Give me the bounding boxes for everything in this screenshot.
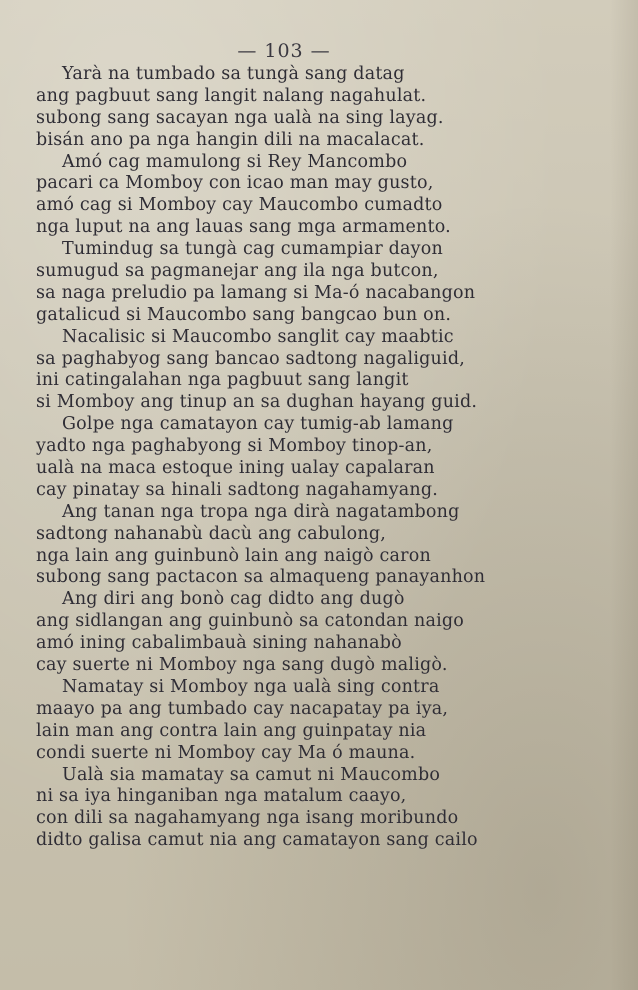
- text-line: bisán ano pa nga hangin dili na macalacat.: [36, 129, 425, 150]
- text-line: condi suerte ni Momboy cay Ma ó mauna.: [36, 742, 416, 763]
- text-line: Ualà sia mamatay sa camut ni Maucombo: [62, 764, 441, 785]
- text-line: Namatay si Momboy nga ualà sing contra: [62, 676, 440, 697]
- text-line: Nacalisic si Maucombo sanglit cay maabtic: [62, 326, 454, 347]
- text-line: maayo pa ang tumbado cay nacapatay pa iya,: [36, 698, 449, 719]
- text-line: amó ining cabalimbauà sining nahanabò: [36, 633, 402, 654]
- page-number: — 103 —: [237, 40, 331, 62]
- text-line: Yarà na tumbado sa tungà sang datag: [62, 64, 405, 84]
- text-line: sa paghabyog sang bancao sadtong nagaliguid,: [36, 348, 465, 369]
- text-line: ang sidlangan ang guinbunò sa catondan naigo: [36, 611, 465, 632]
- text-line: cay suerte ni Momboy nga sang dugò maligò.: [36, 655, 448, 676]
- text-line: subong sang sacayan nga ualà na sing layag.: [36, 107, 444, 128]
- page-edge-shadow: [610, 0, 638, 990]
- text-line: Ang diri ang bonò cag didto ang dugò: [62, 589, 405, 610]
- text-line: ualà na maca estoque ining ualay capalaran: [36, 458, 435, 479]
- poem-text: [36, 64, 556, 852]
- text-line: nga lain ang guinbunò lain ang naigò caron: [36, 545, 431, 566]
- text-line: cay pinatay sa hinali sadtong nagahamyang.: [36, 479, 439, 500]
- text-line: pacari ca Momboy con icao man may gusto,: [36, 173, 434, 194]
- text-line: ang pagbuut sang langit nalang nagahulat.: [36, 85, 427, 106]
- text-line: con dili sa nagahamyang nga isang moribundo: [36, 808, 459, 829]
- text-line: Ang tanan nga tropa nga dirà nagatambong: [62, 501, 460, 522]
- text-line: nga luput na ang lauas sang mga armamento.: [36, 217, 451, 238]
- text-line: sa naga preludio pa lamang si Ma-ó nacabangon: [36, 282, 476, 303]
- text-line: ni sa iya hinganiban nga matalum caayo,: [36, 786, 407, 807]
- text-line: yadto nga paghabyong si Momboy tinop-an,: [36, 436, 433, 457]
- text-line: sumugud sa pagmanejar ang ila nga butcon,: [36, 261, 439, 282]
- text-line: subong sang pactacon sa almaqueng panayanhon: [36, 567, 486, 588]
- text-line: Amó cag mamulong si Rey Mancombo: [62, 151, 408, 172]
- text-line: gatalicud si Maucombo sang bangcao bun on.: [36, 304, 452, 325]
- text-line: amó cag si Momboy cay Maucombo cumadto: [36, 195, 443, 216]
- text-line: Golpe nga camatayon cay tumig-ab lamang: [62, 414, 454, 435]
- text-line: sadtong nahanabù dacù ang cabulong,: [36, 523, 386, 544]
- text-line: ini catingalahan nga pagbuut sang langit: [36, 370, 409, 391]
- text-line: didto galisa camut nia ang camatayon sang cailo: [36, 830, 478, 851]
- text-line: Tumindug sa tungà cag cumampiar dayon: [62, 239, 443, 260]
- text-line: si Momboy ang tinup an sa dughan hayang guid.: [36, 392, 478, 413]
- text-line: lain man ang contra lain ang guinpatay nia: [36, 720, 427, 741]
